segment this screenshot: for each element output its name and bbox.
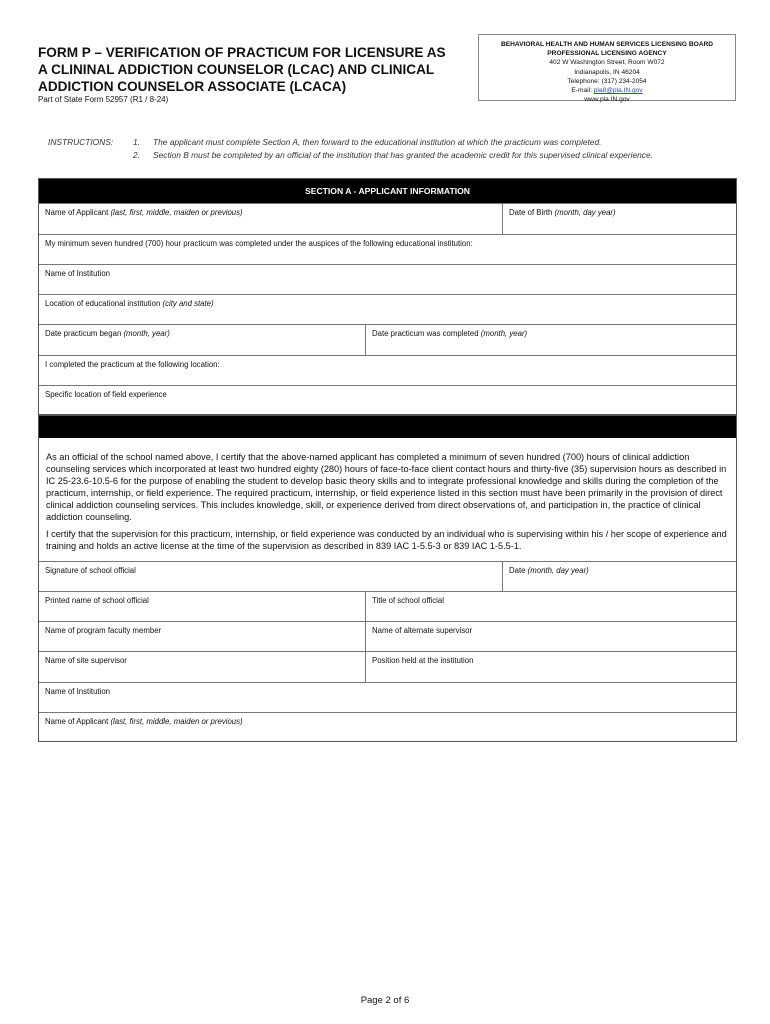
- agency-email-link[interactable]: pla8@pla.IN.gov: [593, 87, 643, 95]
- site-supervisor-field[interactable]: [39, 652, 365, 682]
- applicant-b-field[interactable]: [39, 713, 736, 741]
- agency-email-line: [479, 86, 735, 95]
- agency-box: [478, 34, 736, 104]
- date-began-field[interactable]: [39, 325, 365, 355]
- agency-street: 402 W Washington Street, Room W072: [549, 59, 665, 67]
- institution-label: Name of Institution: [45, 269, 111, 278]
- row-applicant-dob: [39, 203, 736, 234]
- applicant-name-label: Name of Applicant: [45, 208, 109, 217]
- signature-label: Signature of school official: [45, 566, 136, 575]
- row-printed-title: [39, 591, 736, 621]
- agency-board-name: BEHAVIORAL HEALTH AND HUMAN SERVICES LICENSING BOARD: [500, 41, 714, 48]
- section-a-heading: SECTION A - APPLICANT INFORMATION: [39, 179, 736, 203]
- instructions-label: INSTRUCTIONS:: [48, 137, 114, 147]
- field-location-label: Specific location of field experience: [45, 390, 167, 399]
- dob-label: Date of Birth: [509, 208, 553, 217]
- signature-date-field[interactable]: [502, 562, 736, 591]
- agency-city: Indianapolis, IN 46204: [574, 68, 640, 76]
- site-supervisor-label: Name of site supervisor: [45, 656, 127, 665]
- location-hint: (city and state): [162, 299, 214, 308]
- location-statement: I completed the practicum at the following location:: [45, 360, 220, 369]
- section-a: [38, 178, 737, 415]
- row-applicant-b: [39, 712, 736, 741]
- alternate-supervisor-field[interactable]: [365, 622, 736, 651]
- institution-b-field[interactable]: [39, 683, 736, 712]
- instructions-number-1: 1.: [133, 137, 140, 147]
- date-completed-label: Date practicum was completed: [372, 329, 479, 338]
- signature-date-label: Date: [509, 566, 526, 575]
- position-label: Position held at the institution: [372, 656, 474, 665]
- agency-telephone: Telephone: (317) 234-2054: [567, 77, 647, 85]
- row-practicum-statement: [39, 234, 736, 264]
- dob-field[interactable]: [502, 204, 736, 234]
- alternate-supervisor-label: Name of alternate supervisor: [372, 626, 473, 635]
- row-faculty-alternate: [39, 621, 736, 651]
- official-title-label: Title of school official: [372, 596, 444, 605]
- signature-date-hint: (month, day year): [527, 566, 589, 575]
- date-began-hint: (month, year): [123, 329, 170, 338]
- form-title-line2: A CLININAL ADDICTION COUNSELOR (LCAC) AND CLINICAL: [38, 62, 435, 77]
- applicant-name-hint: (last, first, middle, maiden or previous): [110, 208, 243, 217]
- official-title-field[interactable]: [365, 592, 736, 621]
- instructions-item-1: The applicant must complete Section A, then forward to the educational institution at which the practicum was completed.: [153, 137, 602, 147]
- certification-paragraph-2: I certify that the supervision for this practicum, internship, or field experience was conducted by an individual who is supervising within his / her scope of experience and training and holds an active license at the time of the supervision as described in 839 IAC 1-5.5-3 or 839 IAC 1-5.5-1.: [46, 529, 727, 551]
- section-b-heading: [39, 416, 736, 438]
- certification-text: [39, 438, 736, 561]
- form-title-line1: FORM P – VERIFICATION OF PRACTICUM FOR LICENSURE AS: [38, 45, 446, 60]
- printed-name-label: Printed name of school official: [45, 596, 149, 605]
- row-location-statement: [39, 355, 736, 385]
- signature-field[interactable]: [39, 562, 502, 591]
- agency-name: PROFESSIONAL LICENSING AGENCY: [547, 50, 667, 58]
- row-institution: [39, 264, 736, 294]
- page-number: Page 2 of 6: [360, 995, 410, 1006]
- row-institution-b: [39, 682, 736, 712]
- certification-paragraph-1: As an official of the school named above, I certify that the above-named applicant has completed a minimum of seven hundred (700) hours of clinical addiction counseling services which incorporated at least two hundred eighty (280) hours of face-to-face client contact hours and thirty-five (35) supervision hours as described in IC 25-23.6-10.5-6 for the purpose of enabling the student to develop basic theory skills and to integrate professional knowledge and skills during the completion of the practicum, internship, or field experience. The required practicum, internship, or field experience listed in this section must have been primarily in the provision of direct clinical addiction counseling services. This includes knowledge, skill, or experience derived from direct observations of, and participation in, the practice of clinical addiction counseling.: [46, 452, 727, 522]
- faculty-member-field[interactable]: [39, 622, 365, 651]
- applicant-b-hint: (last, first, middle, maiden or previous): [110, 717, 243, 726]
- section-b: [38, 415, 737, 742]
- row-site-position: [39, 651, 736, 682]
- applicant-name-field[interactable]: [39, 204, 502, 234]
- date-began-label: Date practicum began: [45, 329, 122, 338]
- applicant-b-label: Name of Applicant: [45, 717, 109, 726]
- dob-hint: (month, day year): [554, 208, 616, 217]
- agency-website[interactable]: www.pla.IN.gov: [584, 96, 630, 104]
- field-location-field[interactable]: [39, 386, 736, 414]
- printed-name-field[interactable]: [39, 592, 365, 621]
- row-signature-date: [39, 561, 736, 591]
- institution-field[interactable]: [39, 265, 736, 294]
- location-label: Location of educational institution: [45, 299, 161, 308]
- form-title: [38, 44, 468, 95]
- row-field-location: [39, 385, 736, 414]
- location-field[interactable]: [39, 295, 736, 324]
- instructions-item-2: Section B must be completed by an official of the institution that has granted the academic credit for this supervised clinical experience.: [153, 150, 653, 160]
- row-practicum-dates: [39, 324, 736, 355]
- position-field[interactable]: [365, 652, 736, 682]
- row-location: [39, 294, 736, 324]
- date-completed-field[interactable]: [365, 325, 736, 355]
- faculty-member-label: Name of program faculty member: [45, 626, 162, 635]
- form-title-line3: ADDICTION COUNSELOR ASSOCIATE (LCACA): [38, 79, 347, 94]
- practicum-statement: My minimum seven hundred (700) hour practicum was completed under the auspices of the following educational institution:: [45, 239, 473, 248]
- instructions-number-2: 2.: [133, 150, 140, 160]
- state-form-number: Part of State Form 52957 (R1 / 8-24): [38, 95, 169, 104]
- institution-b-label: Name of Institution: [45, 687, 111, 696]
- agency-email-label: E-mail:: [571, 87, 594, 95]
- date-completed-hint: (month, year): [480, 329, 528, 338]
